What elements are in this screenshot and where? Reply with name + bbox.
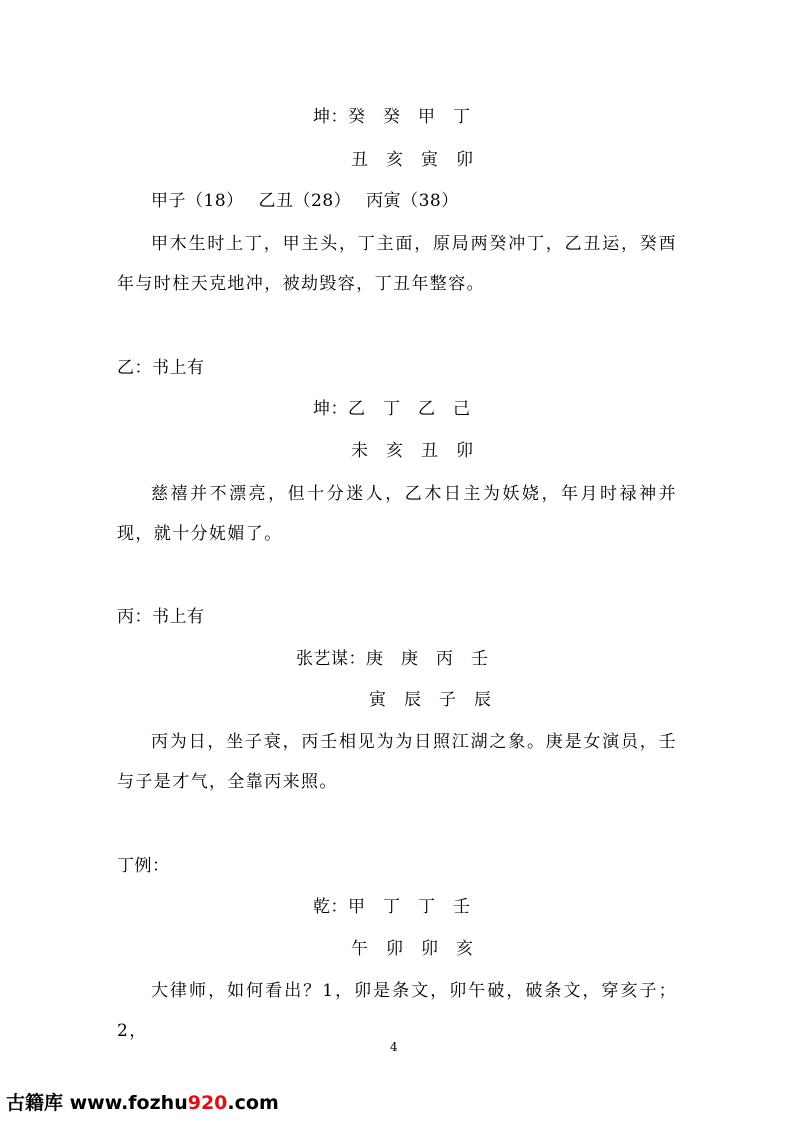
case2-pillars-top: 坤：乙 丁 乙 己 (313, 399, 471, 419)
case1-luck-periods: 甲子（18） 乙丑（28） 丙寅（38） (151, 191, 459, 211)
footer-site-name: 古籍库 (6, 1092, 64, 1114)
case4-pillars-bottom: 午 卯 卯 亥 (351, 939, 474, 959)
case2-paragraph: 慈禧并不漂亮，但十分迷人，乙木日主为妖娆，年月时禄神并现，就十分妩媚了。 (117, 484, 677, 544)
footer-url-number: 920 (187, 1092, 228, 1114)
case3-pillars-bottom: 寅 辰 子 辰 (369, 690, 492, 710)
case2-heading: 乙：书上有 (117, 358, 205, 378)
footer-watermark (6, 1088, 279, 1115)
case4-heading: 丁例： (117, 856, 170, 876)
case3-heading: 丙：书上有 (117, 607, 205, 627)
case3-paragraph: 丙为日，坐子衰，丙壬相见为为日照江湖之象。庚是女演员，壬与子是才气，全靠丙来照。 (117, 732, 677, 792)
case3-pillars-top: 张艺谋：庚 庚 丙 壬 (296, 649, 489, 669)
case4-pillars-top: 乾：甲 丁 丁 壬 (313, 897, 471, 917)
case4-paragraph: 大律师，如何看出？1，卯是条文，卯午破，破条文，穿亥子； 2， (117, 981, 677, 1041)
case1-pillars-top: 坤：癸 癸 甲 丁 (313, 107, 471, 127)
footer-url-part2: .com (227, 1092, 279, 1114)
case2-pillars-bottom: 未 亥 丑 卯 (351, 441, 474, 461)
case1-paragraph: 甲木生时上丁，甲主头，丁主面，原局两癸冲丁，乙丑运，癸酉年与时柱天克地冲，被劫毁容，丁丑年整容。 (117, 234, 677, 294)
page-number: 4 (390, 1040, 398, 1054)
case1-pillars-bottom: 丑 亥 寅 卯 (351, 150, 474, 170)
footer-url-part1: www.fozhu (63, 1092, 188, 1114)
